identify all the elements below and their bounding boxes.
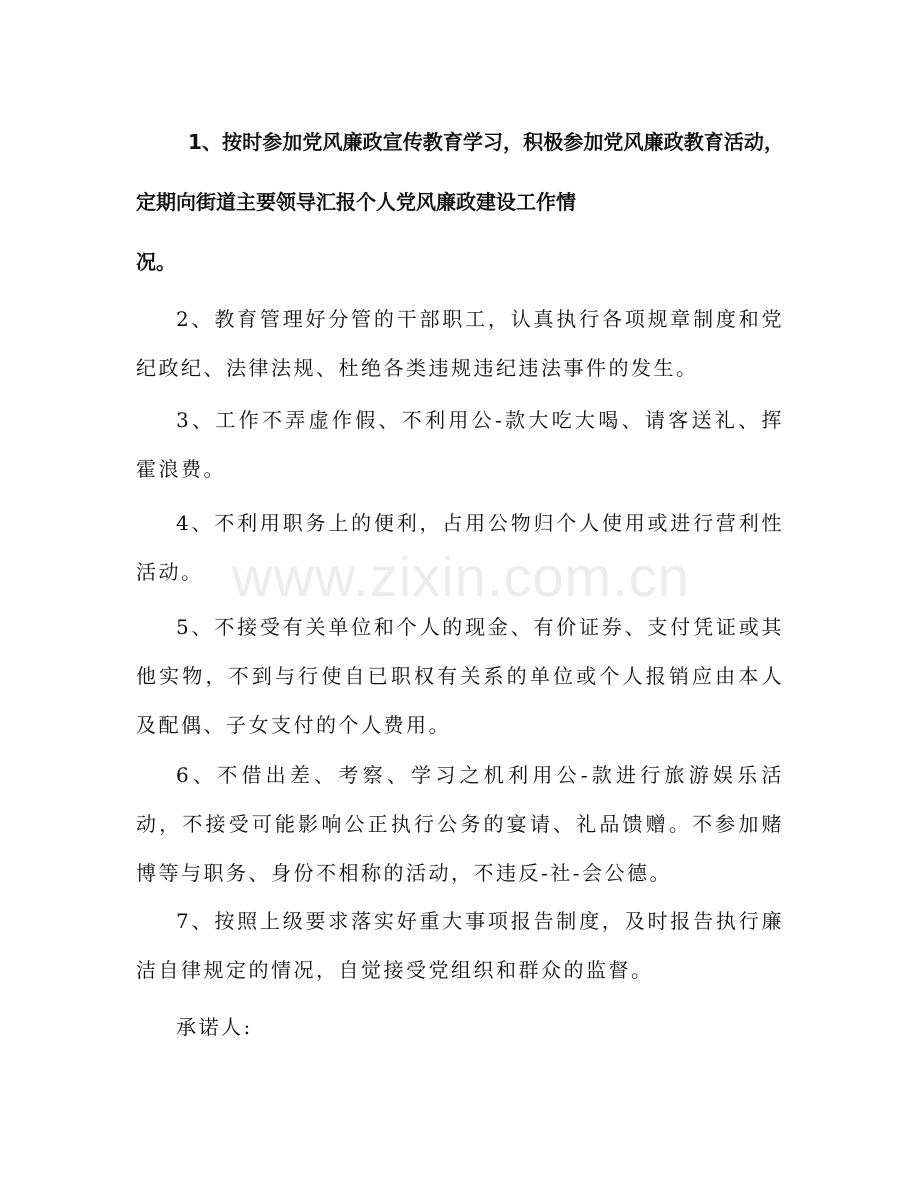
commitment-item-1-tail: 况。 — [136, 250, 176, 274]
signature-label: 承诺人: — [176, 1015, 253, 1039]
commitment-item-4: 4、不利用职务上的便利，占用公物归个人使用或进行营利性活动。 — [136, 511, 784, 584]
commitment-item-1-text: 1、按时参加党风廉政宣传教育学习，积极参加党风廉政教育活动，定期向街道主要领导汇报个人党风廉政建设工作情 — [136, 130, 784, 214]
commitment-item-5: 5、不接受有关单位和个人的现金、有价证券、支付凭证或其他实物，不到与行使自已职权有关系的单位或个人报销应由本人及配偶、子女支付的个人费用。 — [136, 615, 784, 737]
commitment-item-7: 7、按照上级要求落实好重大事项报告制度，及时报告执行廉洁自律规定的情况，自觉接受党组织和群众的监督。 — [136, 909, 784, 982]
commitment-item-3: 3、工作不弄虚作假、不利用公-款大吃大喝、请客送礼、挥霍浪费。 — [136, 408, 784, 481]
commitment-item-2: 2、教育管理好分管的干部职工，认真执行各项规章制度和党纪政纪、法律法规、杜绝各类违规违纪违法事件的发生。 — [136, 307, 784, 380]
commitment-item-6: 6、不借出差、考察、学习之机利用公-款进行旅游娱乐活动，不接受可能影响公正执行公务的宴请、礼品馈赠。不参加赌博等与职务、身份不相称的活动，不违反-社-会公德。 — [136, 763, 784, 885]
commitment-item-1 — [136, 112, 784, 292]
watermark: www.zixin.com.cn — [232, 545, 690, 608]
